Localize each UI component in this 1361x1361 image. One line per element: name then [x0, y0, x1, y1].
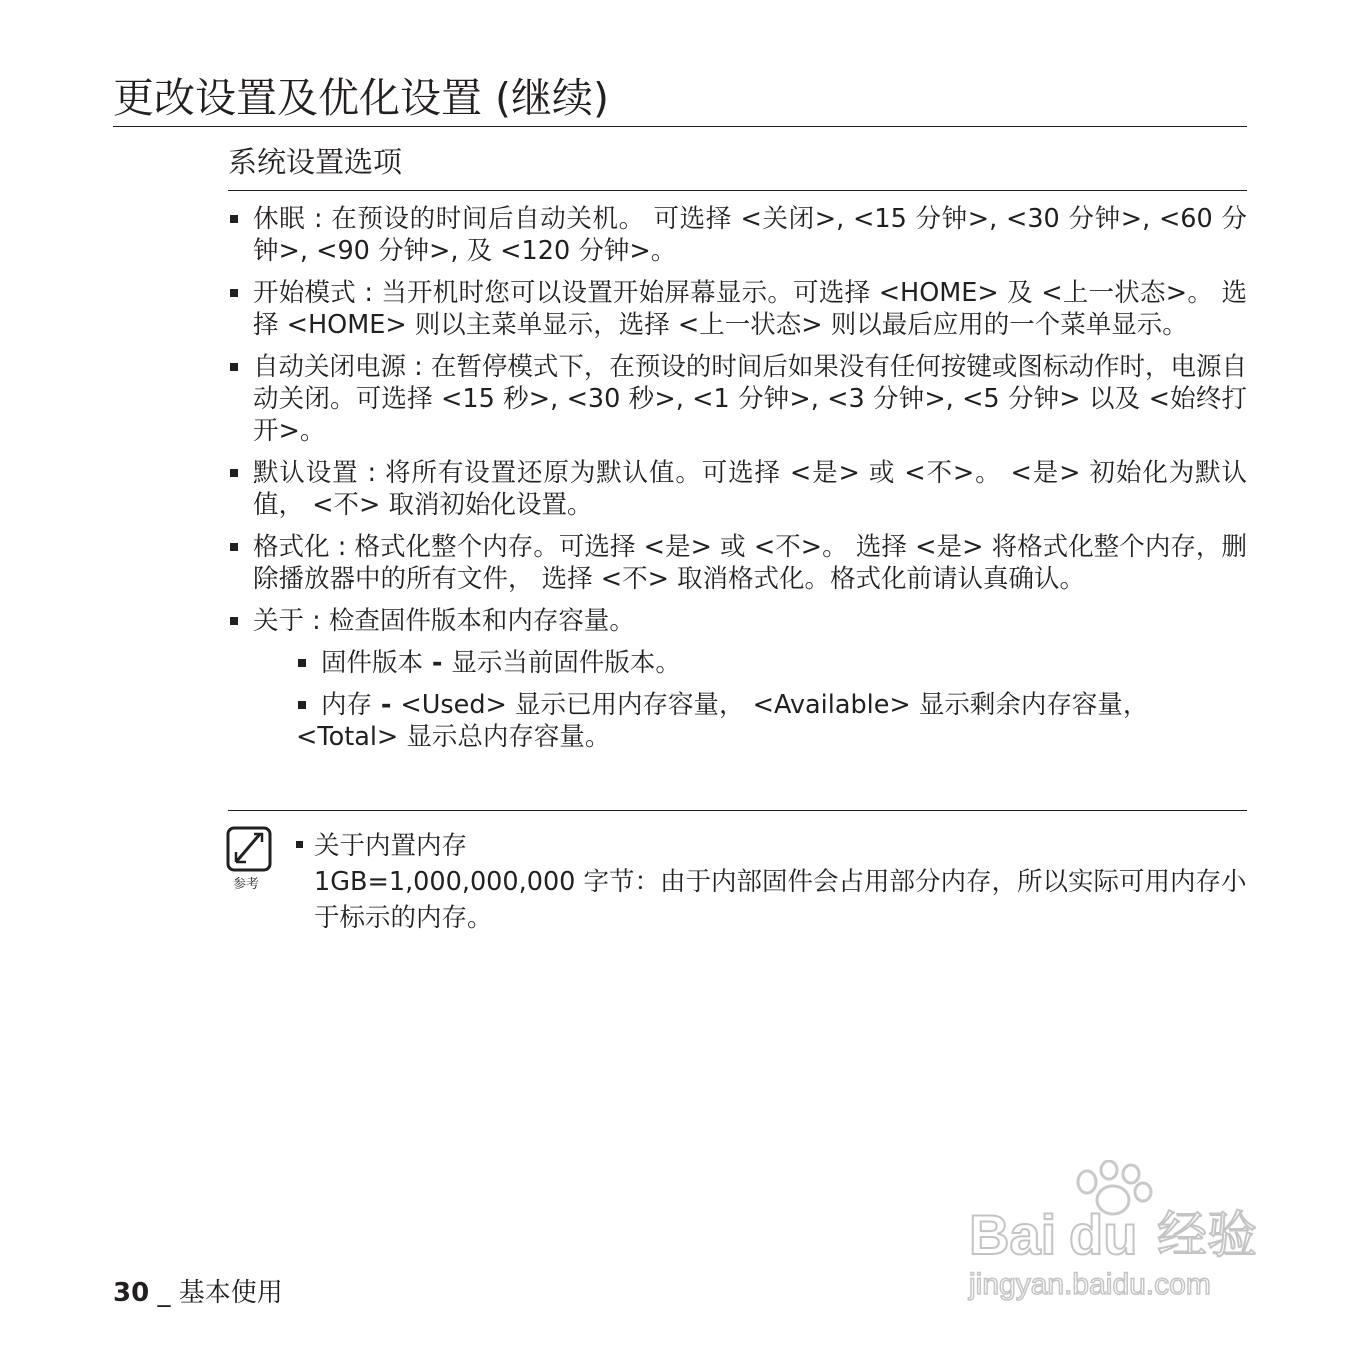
- item-separator: :: [304, 606, 329, 636]
- item-term: 开始模式: [253, 278, 356, 308]
- note-label: 参考: [233, 877, 260, 892]
- footer-separator: _: [149, 1278, 179, 1308]
- section-title: 系统设置选项: [228, 142, 1247, 191]
- note-icon: [226, 826, 272, 872]
- item-separator: :: [406, 352, 431, 382]
- sub-item-text: <Used> 显示已用内存容量， <Available> 显示剩余内存容量，<Total> 显示总内存容量。: [296, 690, 1149, 752]
- sub-item-term: 内存: [321, 690, 373, 720]
- list-item-sleep: [228, 203, 1247, 267]
- svg-text:经验: 经验: [1157, 1206, 1257, 1264]
- baidu-jingyan-watermark: [965, 1160, 1277, 1310]
- item-text: 当开机时您可以设置开始屏幕显示。可选择 <HOME> 及 <上一状态>。 选择 <HOME> 则以主菜单显示，选择 <上一状态> 则以最后应用的一个菜单显示。: [253, 278, 1247, 340]
- item-term: 默认设置: [253, 458, 359, 488]
- page-number: 30: [113, 1278, 150, 1308]
- list-item-auto-power-off: [228, 351, 1247, 447]
- settings-list: [228, 203, 1247, 763]
- item-text: 将所有设置还原为默认值。可选择 <是> 或 <不>。 <是> 初始化为默认值， <不> 取消初始化设置。: [253, 458, 1247, 520]
- bullet-icon: [230, 215, 238, 223]
- list-item-default-settings: [228, 457, 1247, 521]
- item-text: 在暂停模式下，在预设的时间后如果没有任何按键或图标动作时，电源自动关闭。可选择 <15 秒>, <30 秒>, <1 分钟>, <3 分钟>, <5 分钟> 以及 <始终打开>。: [253, 352, 1247, 446]
- bullet-icon: [298, 701, 306, 709]
- bullet-icon: [230, 543, 238, 551]
- page-footer: [113, 1276, 283, 1310]
- item-term: 关于: [253, 606, 305, 636]
- sub-item-dash: -: [372, 690, 401, 720]
- sub-item-text: 显示当前固件版本。: [451, 648, 681, 678]
- sub-item-firmware: [296, 647, 1247, 679]
- bullet-icon: [230, 469, 238, 477]
- item-separator: :: [329, 532, 355, 562]
- svg-text:du: du: [1069, 1203, 1138, 1266]
- item-term: 自动关闭电源: [253, 352, 407, 382]
- item-term: 休眠: [253, 204, 306, 234]
- item-text: 格式化整个内存。可选择 <是> 或 <不>。 选择 <是> 将格式化整个内存，删除播放器中的所有文件， 选择 <不> 取消格式化。格式化前请认真确认。: [253, 532, 1247, 594]
- list-item-about: [228, 605, 1247, 637]
- list-item-format: [228, 531, 1247, 595]
- footer-section: 基本使用: [178, 1278, 283, 1308]
- list-item-start-mode: [228, 277, 1247, 341]
- item-term: 格式化: [253, 532, 330, 562]
- bullet-icon: [230, 289, 238, 297]
- item-separator: :: [355, 278, 382, 308]
- bullet-icon: [230, 617, 238, 625]
- note-body: 1GB=1,000,000,000 字节：由于内部固件会占用部分内存，所以实际可用内存小于标示的内存。: [314, 867, 1247, 933]
- bullet-icon: [298, 659, 306, 667]
- note-heading: 关于内置内存: [314, 831, 468, 861]
- svg-text:Bai: Bai: [969, 1203, 1057, 1266]
- bullet-icon: [296, 841, 303, 848]
- watermark-url: jingyan.baidu.com: [969, 1268, 1211, 1301]
- item-text: 检查固件版本和内存容量。: [328, 606, 635, 636]
- divider: [228, 810, 1247, 811]
- sub-item-memory: [296, 689, 1247, 753]
- item-separator: :: [305, 204, 332, 234]
- sub-item-term: 固件版本: [321, 648, 424, 678]
- bullet-icon: [230, 363, 238, 371]
- page-title: 更改设置及优化设置 (继续): [113, 72, 1247, 127]
- item-separator: :: [358, 458, 386, 488]
- note-block: [296, 828, 1247, 936]
- sub-item-dash: -: [423, 648, 452, 678]
- item-text: 在预设的时间后自动关机。 可选择 <关闭>, <15 分钟>, <30 分钟>, <60 分钟>, <90 分钟>, 及 <120 分钟>。: [253, 204, 1247, 266]
